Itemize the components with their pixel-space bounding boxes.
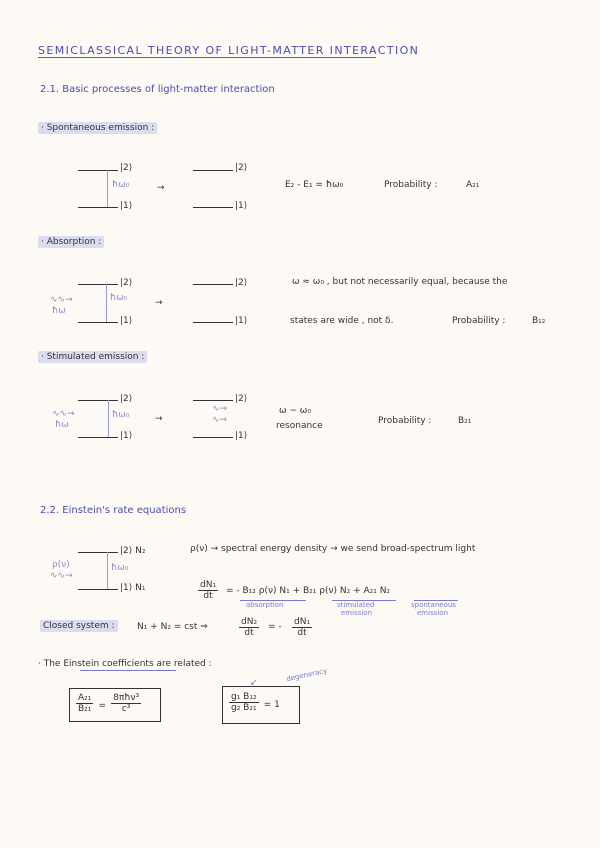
- title-underline: [38, 57, 376, 58]
- spontaneous-label-2: emission: [417, 609, 449, 617]
- abs-note-line1: ω ≈ ω₀ , but not necessarily equal, because the: [292, 277, 508, 287]
- stim-resonance: resonance: [276, 421, 323, 431]
- rate-equation-lhs: $\frac{\text{dN₁}}{dt}$: [200, 580, 217, 601]
- rate-rho-description: ρ(ν) → spectral energy density → we send broad-spectrum light: [190, 544, 476, 554]
- spont-label-2: |2⟩: [120, 163, 133, 173]
- abs-label-2: |2⟩: [120, 278, 133, 288]
- wave-arrow-icon: ∿∿→: [50, 295, 73, 305]
- spont-prob-value: A₂₁: [466, 180, 480, 190]
- spont-after-label-1: |1⟩: [235, 201, 248, 211]
- abs-incoming-photon: ħω: [52, 306, 66, 316]
- degeneracy-arrow-icon: ↙: [250, 678, 258, 688]
- stim-level-1: [78, 437, 118, 438]
- stim-prob-value: B₂₁: [458, 416, 472, 426]
- abs-label-1: |1⟩: [120, 316, 133, 326]
- abs-transition: [106, 284, 107, 322]
- wave-arrow-icon: ∿→: [212, 404, 228, 414]
- section-heading-2-1: 2.1. Basic processes of light-matter interaction: [40, 84, 275, 95]
- wave-arrow-icon: ∿∿→: [52, 409, 75, 419]
- abs-arrow: →: [155, 298, 163, 308]
- stim-photon: ħω₀: [112, 410, 130, 420]
- stim-label-1: |1⟩: [120, 431, 133, 441]
- coeff-underline: [80, 670, 176, 671]
- abs-after-label-2: |2⟩: [235, 278, 248, 288]
- stim-incoming-photon: ħω: [55, 420, 69, 430]
- stim-after-level-1: [193, 437, 233, 438]
- closed-frac-2: $\frac{\text{dN₁}}{dt}$: [294, 617, 311, 638]
- rate-transition: [107, 552, 108, 589]
- abs-level-2: [78, 284, 118, 285]
- stim-transition: [108, 400, 109, 437]
- spont-level-2: [78, 170, 118, 171]
- spont-prob-label: Probability :: [384, 180, 438, 190]
- rate-photon: ħω₀: [111, 563, 129, 573]
- stim-level-2: [78, 400, 118, 401]
- rate-rho: ρ(ν): [52, 560, 70, 570]
- section-heading-2-2: 2.2. Einstein's rate equations: [40, 505, 187, 516]
- stim-after-label-2: |2⟩: [235, 394, 248, 404]
- abs-level-1: [78, 322, 118, 323]
- stimulated-label-2: emission: [341, 609, 373, 617]
- stim-condition: ω ~ ω₀: [279, 406, 311, 416]
- coeff-frac-1: $\frac{\text{A₂₁}}{\text{B₂₁}}$ = $\frac{\text{8πħν³}}{\text{c³}}$: [78, 693, 140, 714]
- rate-level-1: [78, 589, 118, 590]
- spont-after-level-2: [193, 170, 233, 171]
- coeff-frac-2: $\frac{\text{g₁ B₁₂}}{\text{g₂ B₂₁}}$ = 1: [231, 692, 280, 713]
- spont-photon: ħω₀: [112, 180, 130, 190]
- spont-label-1: |1⟩: [120, 201, 133, 211]
- spont-energy-equation: E₂ - E₁ = ħω₀: [285, 180, 344, 190]
- abs-after-label-1: |1⟩: [235, 316, 248, 326]
- spont-after-level-1: [193, 207, 233, 208]
- rate-level-2: [78, 552, 118, 553]
- abs-photon: ħω₀: [110, 293, 128, 303]
- stim-arrow: →: [155, 414, 163, 424]
- abs-prob-label: Probability :: [452, 316, 506, 326]
- absorption-label: absorption: [246, 601, 284, 609]
- abs-note-line2: states are wide , not δ.: [290, 316, 394, 326]
- spont-after-label-2: |2⟩: [235, 163, 248, 173]
- spont-transition: [107, 170, 108, 207]
- abs-after-level-1: [193, 322, 233, 323]
- rate-equation-terms: = - B₁₂ ρ(ν) N₁ + B₂₁ ρ(ν) N₂ + A₂₁ N₂: [226, 586, 391, 596]
- closed-system-eq: N₁ + N₂ = cst ⇒: [137, 622, 208, 632]
- spontaneous-heading: · Spontaneous emission :: [38, 123, 157, 133]
- rate-label-1: |1⟩ N₁: [120, 583, 146, 593]
- wave-arrow-icon: ∿→: [212, 415, 228, 425]
- spont-arrow: →: [157, 183, 165, 193]
- coeff-heading: · The Einstein coefficients are related :: [38, 659, 212, 669]
- closed-system-label: Closed system :: [40, 621, 118, 631]
- spont-level-1: [78, 207, 118, 208]
- stim-after-level-2: [193, 400, 233, 401]
- rate-label-2: |2⟩ N₂: [120, 546, 146, 556]
- wave-arrow-icon: ∿∿→: [50, 571, 73, 581]
- stim-label-2: |2⟩: [120, 394, 133, 404]
- degeneracy-note: degeneracy: [285, 666, 328, 684]
- stimulated-heading: · Stimulated emission :: [38, 352, 147, 362]
- page-title: SEMICLASSICAL THEORY OF LIGHT-MATTER INTERACTION: [38, 44, 420, 57]
- stim-prob-label: Probability :: [378, 416, 432, 426]
- abs-after-level-2: [193, 284, 233, 285]
- abs-prob-value: B₁₂: [532, 316, 546, 326]
- stim-after-label-1: |1⟩: [235, 431, 248, 441]
- spontaneous-label-1: spontaneous: [411, 601, 456, 609]
- closed-frac-1: $\frac{\text{dN₂}}{dt}$: [241, 617, 258, 638]
- stimulated-label-1: stimulated: [337, 601, 375, 609]
- absorption-heading: · Absorption :: [38, 237, 104, 247]
- closed-eq-mid: = -: [268, 622, 282, 632]
